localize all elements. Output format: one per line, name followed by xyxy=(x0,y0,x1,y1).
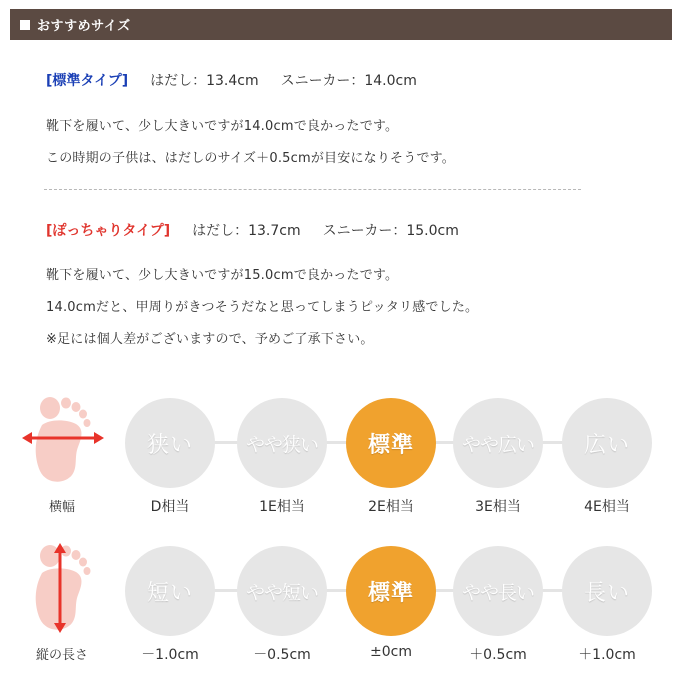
width-scale-label: 横幅 xyxy=(48,500,75,515)
length-scale-row xyxy=(0,543,680,673)
chubby-comment-2: 14.0cmだと、甲周りがきつそうだなと思ってしまうピッタリ感でした。 xyxy=(46,300,479,315)
standard-comment-2: この時期の子供は、はだしのサイズ＋0.5cmが目安になりそうです。 xyxy=(46,151,456,166)
standard-type-label: [標準タイプ] xyxy=(46,73,129,89)
width-step-slightly-narrow: やや狭い xyxy=(237,398,327,488)
chubby-barefoot-size: はだし：13.7cm xyxy=(192,223,301,239)
standard-type-line xyxy=(46,70,417,90)
length-step-slightly-short: やや短い xyxy=(237,546,327,636)
standard-sneaker-size: スニーカー：14.0cm xyxy=(280,73,417,89)
width-caption-3e: 3E相当 xyxy=(475,499,521,515)
width-caption-2e: 2E相当 xyxy=(368,499,414,515)
chubby-comment-3: ※足には個人差がございますので、予めご了承下さい。 xyxy=(46,332,374,347)
length-caption-zero: ±0cm xyxy=(370,644,412,660)
square-bullet-icon xyxy=(20,20,30,30)
chubby-type-line xyxy=(46,220,459,240)
length-step-short: 短い xyxy=(125,546,215,636)
standard-comment-1: 靴下を履いて、少し大きいですが14.0cmで良かったです。 xyxy=(46,119,399,134)
length-step-standard-selected: 標準 xyxy=(346,546,436,636)
length-caption-minus-1: －1.0cm xyxy=(141,647,199,663)
chubby-type-label: [ぽっちゃりタイプ] xyxy=(46,223,171,239)
foot-width-icon xyxy=(20,395,106,485)
width-caption-d: D相当 xyxy=(150,499,190,515)
width-step-slightly-wide: やや広い xyxy=(453,398,543,488)
section-header xyxy=(10,9,672,40)
length-step-slightly-long: やや長い xyxy=(453,546,543,636)
length-caption-minus-05: －0.5cm xyxy=(253,647,311,663)
width-step-wide: 広い xyxy=(562,398,652,488)
width-caption-1e: 1E相当 xyxy=(259,499,305,515)
standard-barefoot-size: はだし：13.4cm xyxy=(150,73,259,89)
length-caption-plus-1: ＋1.0cm xyxy=(578,647,636,663)
chubby-comment-1: 靴下を履いて、少し大きいですが15.0cmで良かったです。 xyxy=(46,268,399,283)
chubby-sneaker-size: スニーカー：15.0cm xyxy=(322,223,459,239)
section-title: おすすめサイズ xyxy=(37,19,131,34)
foot-length-icon xyxy=(20,543,106,633)
length-scale-label: 縦の長さ xyxy=(35,648,88,663)
length-caption-plus-05: ＋0.5cm xyxy=(469,647,527,663)
width-caption-4e: 4E相当 xyxy=(584,499,630,515)
dashed-divider xyxy=(44,189,581,190)
width-step-standard-selected: 標準 xyxy=(346,398,436,488)
width-step-narrow: 狭い xyxy=(125,398,215,488)
length-step-long: 長い xyxy=(562,546,652,636)
width-scale-row xyxy=(0,395,680,525)
